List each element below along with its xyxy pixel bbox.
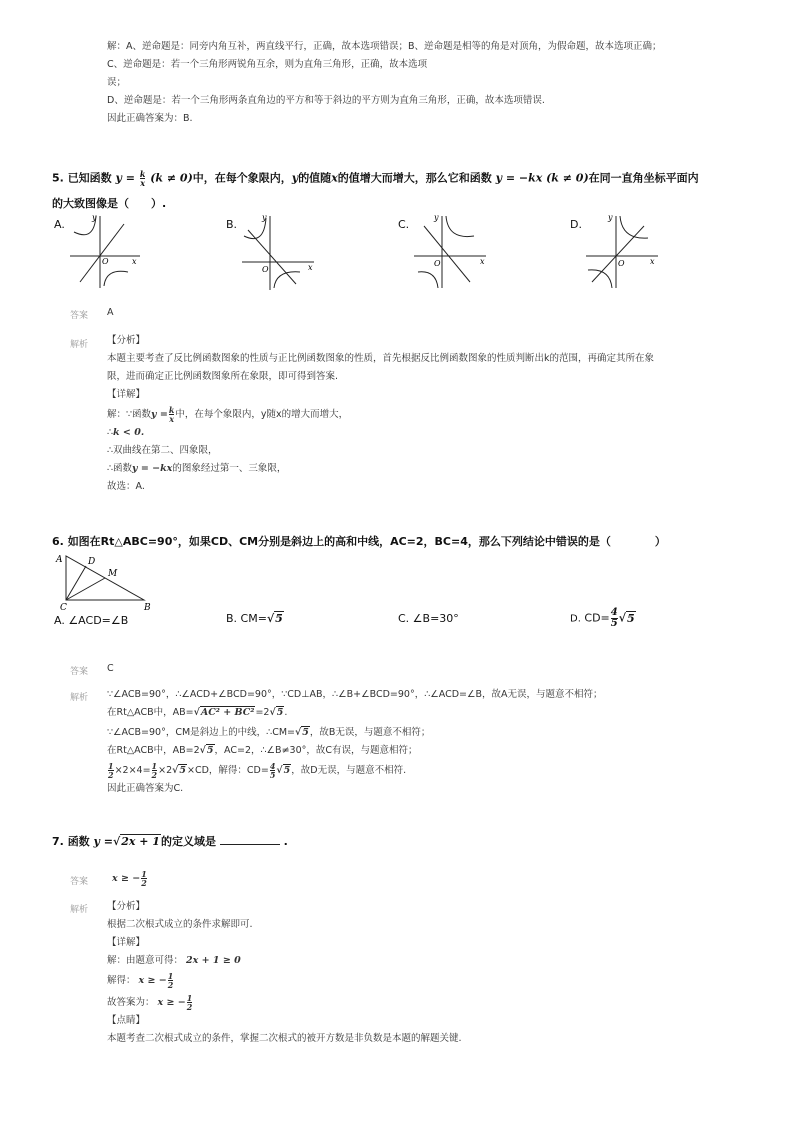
analysis-line: 【分析】 (107, 901, 146, 912)
graph-b (238, 212, 318, 292)
point-c-label: C (60, 603, 67, 613)
q4-solution-line: 误； (107, 77, 127, 88)
q6-stem: 6. 如图在Rt△ABC=90°，如果CD、CM分别是斜边上的高和中线，AC=2，BC=4，那么下列结论中错误的是（ ） (52, 535, 666, 548)
analysis-line: 【详解】 (107, 389, 146, 400)
option-a[interactable]: A. ∠ACD=∠B (54, 614, 129, 627)
analysis-line: ∴k < 0. (107, 427, 145, 438)
graph-d (582, 212, 662, 292)
analysis-line: ∵∠ACB=90°，CM是斜边上的中线，∴CM=√5，故B无误，与题意不相符； (107, 727, 431, 738)
hyperbola-branch (104, 271, 128, 286)
analysis-line: 解：∵函数y = $\frac{k}{x}$ 中，在每个象限内，y随x的增大而增大， (107, 405, 349, 424)
question-number: 6. (52, 535, 64, 548)
answer-value: C (107, 663, 114, 674)
axis-x-label: x (480, 257, 485, 266)
analysis-line: 在Rt△ACB中，AB=2√5，AC=2，∴∠B≠30°，故C有误，与题意相符； (107, 745, 418, 756)
q7-stem: 7. 函数 y =√2x + 1的定义域是 . (52, 835, 288, 848)
answer-label: 答案 (70, 877, 89, 887)
option-d[interactable]: D. CD= $\frac{4}{5}$ √5 (570, 607, 635, 629)
point-a-label: A (56, 555, 63, 565)
hyperbola-branch (588, 270, 612, 288)
answer-label: 答案 (70, 311, 89, 321)
origin-label: O (102, 257, 109, 266)
analysis-line: 在Rt△ACB中，AB=√AC² + BC²=2√5. (107, 707, 288, 718)
analysis-line: 因此正确答案为C. (107, 783, 184, 794)
option-a-label[interactable]: A. (54, 218, 65, 231)
q5-stem-cont: 的大致图像是（ ）. (52, 197, 167, 210)
q4-solution-line: 因此正确答案为：B. (107, 113, 193, 124)
option-b-label[interactable]: B. (226, 218, 238, 231)
analysis-line: ∵∠ACB=90°，∴∠ACD+∠BCD=90°，∵CD⊥AB，∴∠B+∠BCD=90°，∴∠ACD=∠B，故A无误，与题意不相符； (107, 689, 603, 700)
origin-label: O (434, 259, 441, 268)
line-graph (592, 226, 644, 282)
graph-c (410, 212, 490, 292)
option-c-label[interactable]: C. (398, 218, 410, 231)
origin-label: O (262, 265, 269, 274)
graph-a (66, 212, 146, 292)
analysis-line: 故选：A. (107, 481, 145, 492)
answer-value: A (107, 307, 114, 318)
point-b-label: B (144, 603, 151, 613)
hyperbola-branch (446, 216, 474, 237)
option-b[interactable]: B. CM=√5 (226, 612, 283, 625)
answer-label: 答案 (70, 667, 89, 677)
q5-stem: 5. 已知函数 y = $\frac{k}{x}$ (k ≠ 0)中，在每个象限内，y的值随x的值增大而增大，那么它和函数 y = −kx (k ≠ 0)在同一直角坐标平面内 (52, 169, 699, 188)
hyperbola-branch (620, 216, 648, 238)
analysis-label: 解析 (70, 340, 89, 350)
answer-value: x ≥ − $\frac{1}{2}$ (112, 869, 147, 888)
analysis-line: ∴双曲线在第二、四象限， (107, 445, 218, 456)
analysis-label: 解析 (70, 905, 89, 915)
analysis-line: ∴函数y = −kx的图象经过第一、三象限， (107, 463, 287, 474)
axis-x-label: x (650, 257, 655, 266)
option-d-label[interactable]: D. (570, 218, 582, 231)
analysis-line: 【详解】 (107, 937, 146, 948)
axis-y-label: y (608, 213, 613, 222)
analysis-line: 【分析】 (107, 335, 146, 346)
analysis-line: $\frac{1}{2}$ ×2×4= $\frac{1}{2}$ ×2√5×CD，解得：CD= $\frac{4}{5}$ √5，故D无误，与题意不相符. (108, 761, 407, 780)
analysis-line: 故答案为： x ≥ − $\frac{1}{2}$ (107, 993, 193, 1012)
median-cm (66, 578, 105, 600)
analysis-line: 本题考查二次根式成立的条件，掌握二次根式的被开方数是非负数是本题的解题关键. (107, 1033, 462, 1044)
q4-solution-line: C、逆命题是：若一个三角形两锐角互余，则为直角三角形，正确，故本选项 (107, 59, 428, 70)
analysis-line: 限，进而确定正比例函数图象所在象限，即可得到答案. (107, 371, 339, 382)
analysis-line: 解：由题意可得： 2x + 1 ≥ 0 (107, 955, 241, 966)
axis-x-label: x (132, 257, 137, 266)
point-d-label: D (88, 557, 96, 567)
triangle-figure (56, 552, 156, 612)
answer-blank[interactable] (220, 834, 280, 845)
analysis-line: 根据二次根式成立的条件求解即可. (107, 919, 253, 930)
analysis-line: 【点睛】 (107, 1015, 146, 1026)
axis-y-label: y (434, 213, 439, 222)
question-number: 7. (52, 835, 64, 848)
axis-x-label: x (308, 263, 313, 272)
line-graph (248, 230, 296, 284)
axis-y-label: y (92, 213, 97, 222)
analysis-line: 本题主要考查了反比例函数图象的性质与正比例函数图象的性质，首先根据反比例函数图象的性质判断出k的范围，再确定其所在象 (107, 353, 655, 364)
axis-y-label: y (262, 213, 267, 222)
q4-solution-line: D、逆命题是：若一个三角形两条直角边的平方和等于斜边的平方则为直角三角形，正确，故本选项错误. (107, 95, 545, 106)
analysis-label: 解析 (70, 693, 89, 703)
option-c[interactable]: C. ∠B=30° (398, 612, 459, 625)
point-m-label: M (108, 569, 118, 579)
q4-solution-line: 解：A、逆命题是：同旁内角互补，两直线平行，正确，故本选项错误；B、逆命题是相等的角是对顶角，为假命题，故本选项正确； (107, 41, 662, 52)
analysis-line: 解得： x ≥ − $\frac{1}{2}$ (107, 971, 174, 990)
question-number: 5. (52, 171, 64, 185)
line-graph (80, 224, 124, 282)
origin-label: O (618, 259, 625, 268)
hyperbola-branch (418, 272, 438, 288)
